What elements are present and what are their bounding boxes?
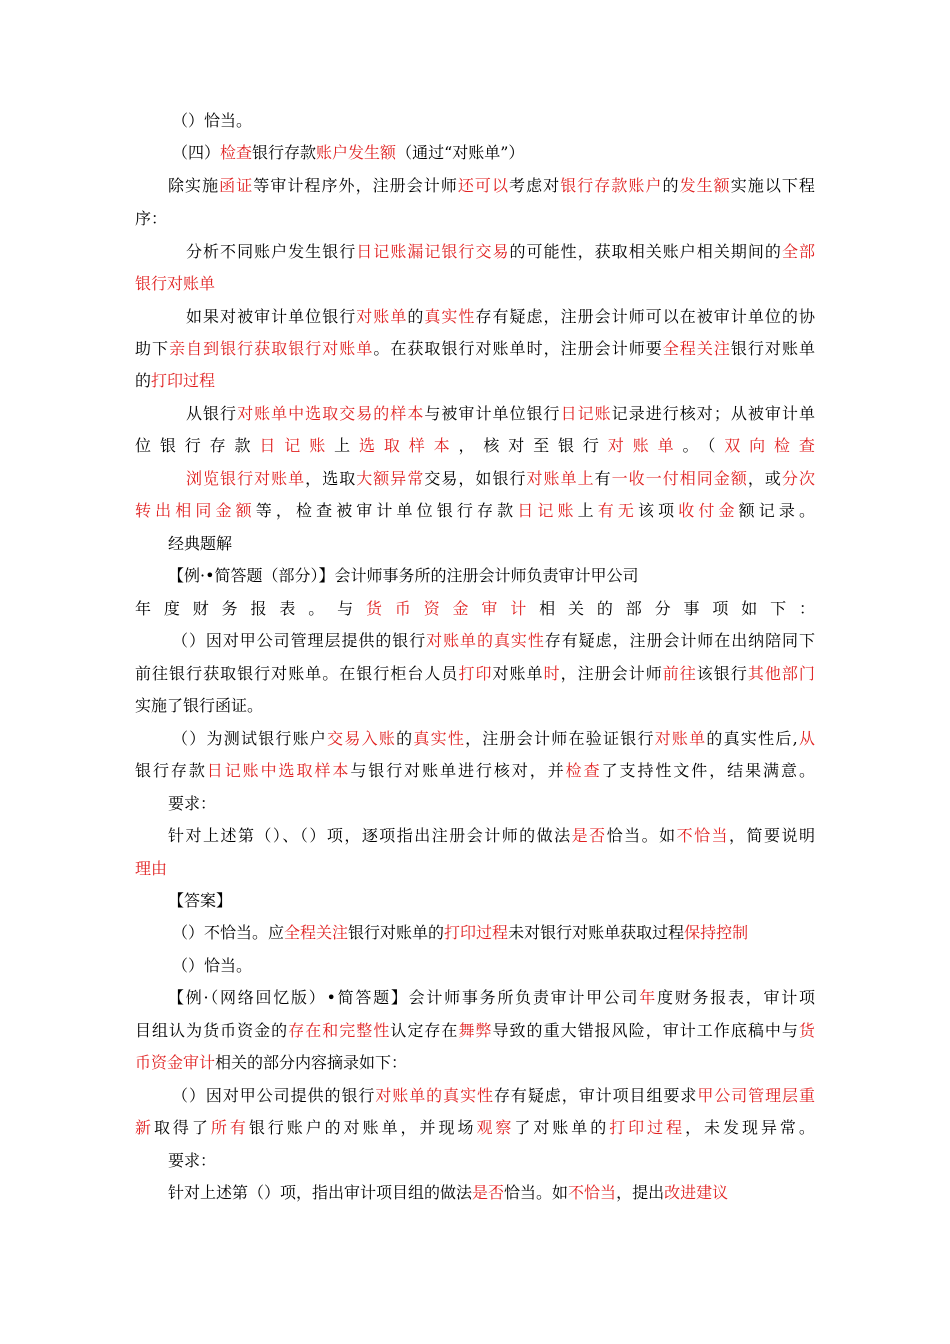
text-line bbox=[135, 1117, 818, 1139]
text-line bbox=[135, 1052, 407, 1074]
highlight-text: 是否 bbox=[571, 826, 607, 845]
body-text: （）恰当。 bbox=[172, 111, 253, 130]
body-text: 存有疑虑，审计项目组要求 bbox=[493, 1086, 698, 1105]
body-text: （）因对甲公司提供的银行 bbox=[172, 1086, 376, 1105]
highlight-text: 日记账 bbox=[517, 501, 578, 520]
highlight-text: 时 bbox=[543, 664, 561, 683]
body-text: 相关的部分内容摘录如下： bbox=[215, 1053, 408, 1072]
highlight-text: 打印过程 bbox=[151, 371, 216, 390]
body-text: 的可能性，获取相关账户相关期间的 bbox=[509, 242, 782, 261]
text-line bbox=[172, 922, 748, 944]
highlight-text: 打印 bbox=[458, 664, 493, 683]
body-text: 实施以下程 bbox=[730, 176, 816, 195]
highlight-text: 收付金 bbox=[678, 501, 739, 520]
highlight-text: 银行对账单 bbox=[135, 274, 216, 293]
body-text: 交易，如银行 bbox=[424, 469, 527, 488]
body-text: 序： bbox=[135, 209, 168, 228]
highlight-text: 浏览银行对账单 bbox=[186, 469, 306, 488]
body-text: 存有疑虑，注册会计师在出纳陪同下 bbox=[544, 631, 816, 650]
body-text: 该项 bbox=[637, 501, 679, 520]
body-text: 要求： bbox=[168, 794, 217, 813]
text-line bbox=[135, 208, 167, 230]
body-text: 从银行 bbox=[186, 404, 238, 423]
body-text: 该银行 bbox=[696, 664, 748, 683]
highlight-text: 函证 bbox=[219, 176, 254, 195]
body-text: 如果对被审计单位银行 bbox=[186, 307, 357, 326]
body-text: 【答案】 bbox=[168, 891, 233, 910]
highlight-text: 有无 bbox=[597, 501, 638, 520]
highlight-text: 对账单 bbox=[607, 436, 683, 455]
body-text: 的真实性后, bbox=[706, 729, 799, 748]
body-text: 针对上述第（）、（）项，逐项指出注册会计师的做法 bbox=[168, 826, 572, 845]
highlight-text: 币资金审计 bbox=[135, 1053, 216, 1072]
body-text: ，简要说明 bbox=[729, 826, 817, 845]
text-line bbox=[168, 565, 639, 587]
body-text: 除实施 bbox=[168, 176, 220, 195]
highlight-text: 甲公司管理层重 bbox=[697, 1086, 816, 1105]
highlight-text: 对账单 bbox=[654, 729, 707, 748]
body-text: 导致的重大错报风险，审计工作底稿中与 bbox=[492, 1021, 799, 1040]
highlight-text: 不恰当 bbox=[568, 1183, 617, 1202]
highlight-text: 发生额 bbox=[679, 176, 731, 195]
text-line bbox=[172, 630, 816, 652]
body-text: ，注册会计师 bbox=[560, 664, 663, 683]
highlight-text: 理由 bbox=[135, 859, 168, 878]
body-text: 分析不同账户发生银行 bbox=[186, 242, 357, 261]
body-text: ，提出 bbox=[616, 1183, 665, 1202]
highlight-text: 改进建议 bbox=[664, 1183, 729, 1202]
highlight-text: 所有 bbox=[210, 1118, 249, 1137]
highlight-text: 是否 bbox=[472, 1183, 505, 1202]
highlight-text: 大额异常 bbox=[356, 469, 425, 488]
body-text: 的 bbox=[407, 307, 425, 326]
highlight-text: 其他部门 bbox=[747, 664, 816, 683]
highlight-text: 亲自到银行获取银行对账单 bbox=[169, 339, 374, 358]
highlight-text: 银行存款账户 bbox=[560, 176, 663, 195]
highlight-text: 前往 bbox=[662, 664, 697, 683]
body-text: 针对上述第（）项，指出审计项目组的做法 bbox=[168, 1183, 473, 1202]
highlight-text: 真实性 bbox=[413, 729, 466, 748]
body-text: 上 bbox=[577, 501, 598, 520]
body-text: 认定存在 bbox=[390, 1021, 459, 1040]
highlight-text: 全程关注 bbox=[662, 339, 731, 358]
body-text: 记录进行核对；从被审计单 bbox=[611, 404, 816, 423]
body-text: 取得了 bbox=[153, 1118, 211, 1137]
body-text: 。在获取银行对账单时，注册会计师要 bbox=[373, 339, 663, 358]
body-text: （）恰当。 bbox=[172, 956, 253, 975]
text-line bbox=[172, 142, 524, 164]
body-text: （）为测试银行账户 bbox=[172, 729, 328, 748]
highlight-text: 对账单的真实性 bbox=[426, 631, 545, 650]
body-text: 【例·（网络回忆版）•简答题】会计师事务所负责审计甲公司 bbox=[168, 988, 640, 1007]
highlight-text: 不恰当 bbox=[676, 826, 730, 845]
body-text: 相关的部分事项如下： bbox=[539, 599, 828, 618]
text-line bbox=[186, 306, 816, 328]
text-line bbox=[168, 1182, 728, 1204]
text-line bbox=[135, 663, 816, 685]
body-text: （四） bbox=[172, 143, 221, 162]
body-text: ，未发现异常。 bbox=[685, 1118, 818, 1137]
text-line bbox=[168, 1150, 216, 1172]
body-text: 【例·•简答题（部分）】会计师事务所的注册会计师负责审计甲公司 bbox=[168, 566, 639, 585]
highlight-text: 存在和完整性 bbox=[288, 1021, 391, 1040]
highlight-text: 还可以 bbox=[457, 176, 510, 195]
body-text: ，核对至银行 bbox=[458, 436, 608, 455]
text-line bbox=[135, 435, 824, 457]
text-line bbox=[186, 403, 816, 425]
highlight-text: 舞弊 bbox=[458, 1021, 493, 1040]
highlight-text: 对账单 bbox=[356, 307, 408, 326]
body-text: 银行存款 bbox=[135, 761, 207, 780]
text-line bbox=[172, 728, 816, 750]
body-text: 实施了银行函证。 bbox=[135, 696, 264, 715]
body-text: 对账单 bbox=[492, 664, 544, 683]
text-line bbox=[135, 370, 215, 392]
body-text: 存有疑虑，注册会计师可以在被审计单位的协 bbox=[475, 307, 816, 326]
text-line bbox=[135, 760, 817, 782]
highlight-text: 观察 bbox=[476, 1118, 515, 1137]
body-text: 助下 bbox=[135, 339, 170, 358]
body-text: 了支持性文件，结果满意。 bbox=[601, 761, 817, 780]
body-text: 有 bbox=[594, 469, 612, 488]
highlight-text: 对账单上 bbox=[526, 469, 595, 488]
body-text: 恰当。如 bbox=[606, 826, 677, 845]
text-line bbox=[135, 1020, 816, 1042]
text-line bbox=[135, 598, 828, 620]
text-line bbox=[135, 858, 167, 880]
highlight-text: 保持控制 bbox=[684, 923, 749, 942]
body-text: 年度财务报表。与 bbox=[135, 599, 366, 618]
text-line bbox=[135, 273, 215, 295]
body-text: 未对银行对账单获取过程 bbox=[508, 923, 685, 942]
body-text: 经典题解 bbox=[168, 534, 233, 553]
highlight-text: 日记账 bbox=[560, 404, 612, 423]
highlight-text: 检查 bbox=[220, 143, 253, 162]
body-text: 的 bbox=[396, 729, 414, 748]
highlight-text: 日记账 bbox=[259, 436, 335, 455]
body-text: 了对账单的 bbox=[514, 1118, 610, 1137]
body-text: 目组认为货币资金的 bbox=[135, 1021, 289, 1040]
text-line bbox=[168, 793, 216, 815]
text-line bbox=[186, 241, 816, 263]
body-text: 的 bbox=[662, 176, 680, 195]
text-line bbox=[172, 1085, 816, 1107]
body-text: （）不恰当。应 bbox=[172, 923, 285, 942]
body-text: 银行对账单 bbox=[730, 339, 816, 358]
highlight-text: 真实性 bbox=[424, 307, 476, 326]
text-line bbox=[168, 533, 232, 555]
highlight-text: 打印过程 bbox=[609, 1118, 686, 1137]
highlight-text: 全程关注 bbox=[284, 923, 349, 942]
body-text: 上 bbox=[334, 436, 359, 455]
body-text: 。（ bbox=[682, 436, 725, 455]
highlight-text: 账户发生额 bbox=[316, 143, 397, 162]
body-text: 与被审计单位银行 bbox=[424, 404, 561, 423]
body-text: 前往银行获取银行对账单。在银行柜台人员 bbox=[135, 664, 459, 683]
text-line bbox=[168, 890, 232, 912]
highlight-text: 一收一付相同金额 bbox=[611, 469, 748, 488]
highlight-text: 打印过程 bbox=[444, 923, 509, 942]
highlight-text: 对账单中选取交易的样本 bbox=[237, 404, 425, 423]
body-text: 的 bbox=[135, 371, 152, 390]
text-line bbox=[168, 175, 816, 197]
highlight-text: 全部 bbox=[781, 242, 816, 261]
highlight-text: 检查 bbox=[565, 761, 602, 780]
body-text: ，选取 bbox=[305, 469, 357, 488]
body-text: 银行账户的对账单，并现场 bbox=[248, 1118, 477, 1137]
body-text: 银行存款 bbox=[252, 143, 317, 162]
body-text: 位银行存款 bbox=[135, 436, 260, 455]
body-text: 度财务报表，审计项 bbox=[657, 988, 817, 1007]
text-line bbox=[186, 468, 816, 490]
highlight-text: 选取样本 bbox=[358, 436, 459, 455]
body-text: 银行对账单的 bbox=[348, 923, 445, 942]
body-text: 考虑对 bbox=[509, 176, 561, 195]
highlight-text: 年 bbox=[639, 988, 658, 1007]
highlight-text: 新 bbox=[135, 1118, 154, 1137]
highlight-text: 货币资金审计 bbox=[365, 599, 540, 618]
highlight-text: 双向检查 bbox=[724, 436, 824, 455]
body-text: ，注册会计师在验证银行 bbox=[465, 729, 655, 748]
highlight-text: 交易入账 bbox=[327, 729, 397, 748]
text-line bbox=[168, 825, 816, 847]
body-text: 等审计程序外，注册会计师 bbox=[253, 176, 458, 195]
text-line bbox=[172, 110, 252, 132]
highlight-text: 日记账中选取样本 bbox=[206, 761, 351, 780]
text-line bbox=[135, 338, 816, 360]
highlight-text: 分次 bbox=[781, 469, 816, 488]
text-line bbox=[168, 987, 817, 1009]
text-line bbox=[135, 695, 263, 717]
body-text: （通过“对账单”） bbox=[396, 143, 525, 162]
body-text: 与银行对账单进行核对，并 bbox=[350, 761, 566, 780]
highlight-text: 从 bbox=[798, 729, 817, 748]
body-text: ，或 bbox=[747, 469, 782, 488]
highlight-text: 日记账漏记银行交易 bbox=[356, 242, 510, 261]
body-text: （）因对甲公司管理层提供的银行 bbox=[172, 631, 427, 650]
body-text: 要求： bbox=[168, 1151, 217, 1170]
highlight-text: 转出相同金额 bbox=[135, 501, 256, 520]
text-line bbox=[172, 955, 252, 977]
highlight-text: 货 bbox=[798, 1021, 816, 1040]
body-text: 等，检查被审计单位银行存款 bbox=[255, 501, 518, 520]
text-line bbox=[135, 500, 819, 522]
body-text: 恰当。如 bbox=[504, 1183, 569, 1202]
body-text: 额记录。 bbox=[738, 501, 820, 520]
highlight-text: 对账单的真实性 bbox=[375, 1086, 494, 1105]
